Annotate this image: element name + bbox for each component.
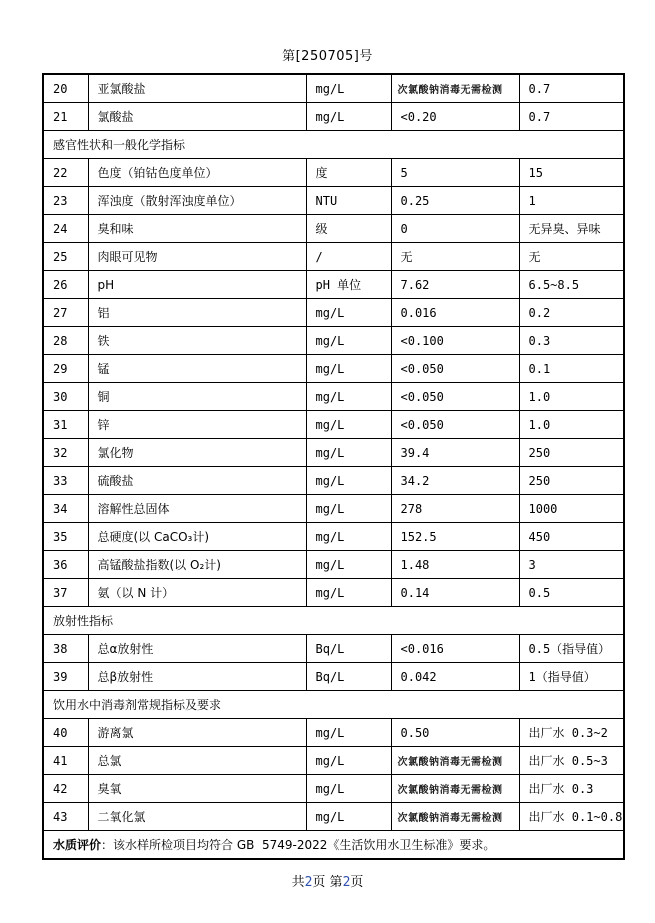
row-number-cell: 39 [43,663,88,691]
indicator-name-cell: 游离氯 [88,719,306,747]
result-cell: 无 [391,243,519,271]
footer-suffix-label: 页 [350,875,364,890]
row-number-cell: 29 [43,355,88,383]
table-row [43,579,624,607]
indicator-name-cell: pH [88,271,306,299]
section-header-label: 放射性指标 [43,607,624,635]
row-number-cell: 20 [43,74,88,103]
footer-total-pages: 2 [304,875,313,890]
row-number-cell: 31 [43,411,88,439]
indicator-name-cell: 氨（以 N 计） [88,579,306,607]
table-row [43,187,624,215]
limit-cell: 250 [519,439,624,467]
section-header-label: 感官性状和一般化学指标 [43,131,624,159]
table-row [43,775,624,803]
unit-cell: Bq/L [306,663,391,691]
limit-cell: 1（指导值） [519,663,624,691]
unit-cell: mg/L [306,383,391,411]
result-cell: 278 [391,495,519,523]
row-number-cell: 27 [43,299,88,327]
indicator-name-cell: 锌 [88,411,306,439]
table-row [43,495,624,523]
unit-cell: mg/L [306,439,391,467]
indicator-name-cell: 锰 [88,355,306,383]
table-row [43,327,624,355]
unit-cell: mg/L [306,719,391,747]
result-cell: <0.100 [391,327,519,355]
limit-cell: 0.7 [519,74,624,103]
table-row [43,383,624,411]
indicator-name-cell: 色度（铂钴色度单位） [88,159,306,187]
indicator-name-cell: 臭氧 [88,775,306,803]
unit-cell: mg/L [306,103,391,131]
result-cell: 5 [391,159,519,187]
result-cell: 次氯酸钠消毒无需检测 [391,747,519,775]
evaluation-cell [43,831,624,860]
limit-cell: 1.0 [519,383,624,411]
limit-cell: 0.2 [519,299,624,327]
footer-total-prefix: 共 [291,875,305,890]
limit-cell: 3 [519,551,624,579]
row-number-cell: 28 [43,327,88,355]
unit-cell: mg/L [306,299,391,327]
table-row [43,215,624,243]
indicator-name-cell: 亚氯酸盐 [88,74,306,103]
result-cell: 152.5 [391,523,519,551]
unit-cell: 级 [306,215,391,243]
unit-cell: mg/L [306,495,391,523]
row-number-cell: 22 [43,159,88,187]
unit-cell: mg/L [306,523,391,551]
result-cell: 1.48 [391,551,519,579]
result-cell: <0.050 [391,411,519,439]
limit-cell: 1000 [519,495,624,523]
limit-cell: 出厂水 0.3 [519,775,624,803]
limit-cell: 0.3 [519,327,624,355]
limit-cell: 6.5~8.5 [519,271,624,299]
unit-cell: mg/L [306,327,391,355]
limit-cell: 出厂水 0.5~3 [519,747,624,775]
result-cell: 次氯酸钠消毒无需检测 [391,775,519,803]
limit-cell: 0.1 [519,355,624,383]
limit-cell: 无异臭、异味 [519,215,624,243]
row-number-cell: 40 [43,719,88,747]
result-cell: 次氯酸钠消毒无需检测 [391,74,519,103]
unit-cell: pH 单位 [306,271,391,299]
unit-cell: mg/L [306,551,391,579]
result-cell: <0.20 [391,103,519,131]
evaluation-text: ：该水样所检项目均符合 GB 5749-2022《生活饮用水卫生标准》要求。 [101,838,496,852]
limit-cell: 出厂水 0.3~2 [519,719,624,747]
row-number-cell: 36 [43,551,88,579]
table-row [43,719,624,747]
indicator-name-cell: 二氧化氯 [88,803,306,831]
result-cell: 0.042 [391,663,519,691]
footer-middle-label: 页 第 [312,875,343,890]
result-cell: <0.050 [391,355,519,383]
limit-cell: 15 [519,159,624,187]
limit-cell: 0.7 [519,103,624,131]
row-number-cell: 23 [43,187,88,215]
indicator-name-cell: 臭和味 [88,215,306,243]
indicator-name-cell: 铜 [88,383,306,411]
indicator-name-cell: 氯酸盐 [88,103,306,131]
table-row [43,411,624,439]
table-row [43,299,624,327]
evaluation-label: 水质评价 [53,838,102,852]
indicator-name-cell: 氯化物 [88,439,306,467]
unit-cell: mg/L [306,803,391,831]
result-cell: <0.016 [391,635,519,663]
row-number-cell: 43 [43,803,88,831]
indicator-name-cell: 铁 [88,327,306,355]
unit-cell: mg/L [306,747,391,775]
water-quality-table [42,73,625,860]
row-number-cell: 38 [43,635,88,663]
result-cell: 39.4 [391,439,519,467]
unit-cell: mg/L [306,467,391,495]
indicator-name-cell: 总α放射性 [88,635,306,663]
limit-cell: 出厂水 0.1~0.8 [519,803,624,831]
evaluation-row [43,831,624,860]
limit-cell: 250 [519,467,624,495]
section-header-label: 饮用水中消毒剂常规指标及要求 [43,691,624,719]
indicator-name-cell: 硫酸盐 [88,467,306,495]
limit-cell: 1.0 [519,411,624,439]
row-number-cell: 26 [43,271,88,299]
unit-cell: / [306,243,391,271]
result-cell: 0.14 [391,579,519,607]
table-row [43,271,624,299]
table-row [43,74,624,103]
indicator-name-cell: 浑浊度（散射浑浊度单位） [88,187,306,215]
row-number-cell: 37 [43,579,88,607]
unit-cell: NTU [306,187,391,215]
row-number-cell: 30 [43,383,88,411]
limit-cell: 450 [519,523,624,551]
table-row [43,439,624,467]
row-number-cell: 33 [43,467,88,495]
unit-cell: mg/L [306,74,391,103]
indicator-name-cell: 铝 [88,299,306,327]
limit-cell: 无 [519,243,624,271]
limit-cell: 0.5 [519,579,624,607]
result-cell: 34.2 [391,467,519,495]
result-cell: 次氯酸钠消毒无需检测 [391,803,519,831]
result-cell: 0.016 [391,299,519,327]
unit-cell: mg/L [306,411,391,439]
table-row [43,355,624,383]
page-footer [0,871,655,890]
section-header-row [43,607,624,635]
table-row [43,159,624,187]
footer-current-page: 2 [342,875,351,890]
indicator-name-cell: 高锰酸盐指数(以 O₂计) [88,551,306,579]
row-number-cell: 21 [43,103,88,131]
unit-cell: Bq/L [306,635,391,663]
row-number-cell: 42 [43,775,88,803]
row-number-cell: 32 [43,439,88,467]
table-row [43,523,624,551]
result-cell: <0.050 [391,383,519,411]
section-header-row [43,691,624,719]
unit-cell: mg/L [306,355,391,383]
table-row [43,803,624,831]
table-row [43,635,624,663]
result-cell: 7.62 [391,271,519,299]
table-row [43,551,624,579]
result-cell: 0.25 [391,187,519,215]
indicator-name-cell: 肉眼可见物 [88,243,306,271]
table-row [43,243,624,271]
limit-cell: 1 [519,187,624,215]
section-header-row [43,131,624,159]
result-cell: 0 [391,215,519,243]
indicator-name-cell: 总硬度(以 CaCO₃计) [88,523,306,551]
indicator-name-cell: 总氯 [88,747,306,775]
limit-cell: 0.5（指导值） [519,635,624,663]
row-number-cell: 24 [43,215,88,243]
row-number-cell: 41 [43,747,88,775]
unit-cell: 度 [306,159,391,187]
table-row [43,103,624,131]
row-number-cell: 34 [43,495,88,523]
result-cell: 0.50 [391,719,519,747]
report-number: 第[250705]号 [282,49,373,64]
row-number-cell: 25 [43,243,88,271]
unit-cell: mg/L [306,775,391,803]
indicator-name-cell: 总β放射性 [88,663,306,691]
row-number-cell: 35 [43,523,88,551]
unit-cell: mg/L [306,579,391,607]
table-row [43,747,624,775]
table-row [43,663,624,691]
indicator-name-cell: 溶解性总固体 [88,495,306,523]
table-row [43,467,624,495]
